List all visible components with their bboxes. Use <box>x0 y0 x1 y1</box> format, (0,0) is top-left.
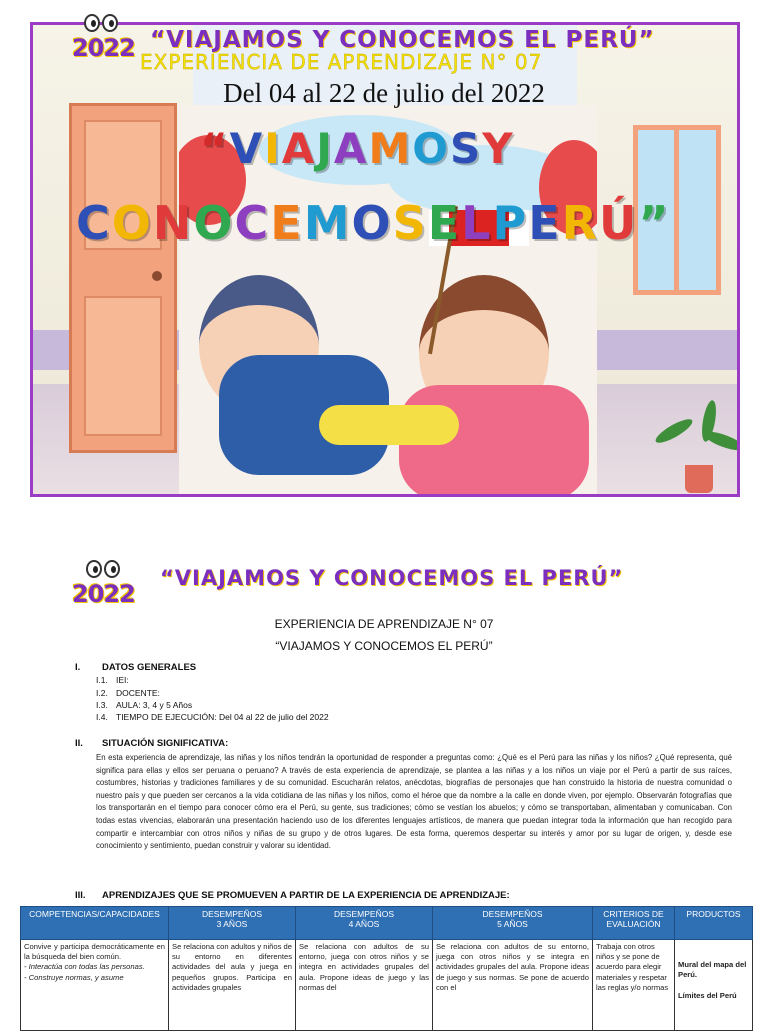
header-products: PRODUCTOS <box>675 907 753 940</box>
general-item: I.1. IEI: <box>96 675 129 685</box>
header-3-years: DESEMPEÑOS 3 AÑOS <box>169 907 296 940</box>
cover-experience-number: EXPERIENCIA DE APRENDIZAJE N° 07 <box>140 50 543 74</box>
competencies-table <box>20 906 753 1031</box>
general-item: I.3. AULA: 3, 4 y 5 Años <box>96 700 193 710</box>
doc-heading: EXPERIENCIA DE APRENDIZAJE N° 07 <box>274 617 494 631</box>
general-item: I.4. TIEMPO DE EJECUCIÓN: Del 04 al 22 de julio del 2022 <box>96 712 329 722</box>
performance-3-cell: Se relaciona con adultos y niños de su entorno en diferentes actividades del aula y juega en pequeños grupos. Participa en actividades grupales <box>169 940 296 1031</box>
header-5-years: DESEMPEÑOS 5 AÑOS <box>433 907 593 940</box>
performance-4-cell: Se relaciona con adultos de su entorno, juega con otros niños y se integra en actividades grupales del aula. Propone ideas de juego y las normas del <box>296 940 433 1031</box>
cover-title-line1: “VIAJAMOSY <box>200 124 515 173</box>
doc-subheading: “VIAJAMOS Y CONOCEMOS EL PERÚ” <box>275 639 493 653</box>
situation-paragraph: En esta experiencia de aprendizaje, las niñas y los niños tendrán la oportunidad de responder a preguntas como: ¿Qué es el Perú para las niñas y los niños? ¿Qué representa, qué significa para ellas y ellos ser peruana o peruano? A través de esta experiencia de aprendizaje, se plantea a las niñas y a los niños un viaje por el Perú a partir de sus raíces, costumbres, historias y tradiciones familiares y de su comunidad. Escucharán relatos, anécdotas, biografías de personajes que han construido la historia de nuestra comunidad o nuestro país y que pueden ser cercanos a la vida cotidiana de las niñas y los niños, como el héroe que da nombre a la calle en donde viven, por ejemplo. Observarán fotografías que los transportarán en el tiempo para conocer cómo era el Perú, su gente, sus tradiciones; cómo se vestían los abuelos; y cómo se transportaban, alimentaban y comunicaban. Con todas estas vivencias, elaborarán una presentación haciendo uso de los diferentes lenguajes artísticos, de manera que puedan integrar toda la información que han recogido para compartir e intercambiar con otros niños y niñas de su grupo y de otros lugares. De esta forma, queremos despertar su interés y amor por su lugar de origen, y, desde ese conocimiento y sentimiento, puedan construir y valorar su identidad. <box>96 753 732 851</box>
mascot-eyes-icon <box>84 14 118 32</box>
header-competencies: COMPETENCIAS/CAPACIDADES <box>21 907 169 940</box>
table-header-row <box>21 907 753 940</box>
section-learning: III. APRENDIZAJES QUE SE PROMUEVEN A PARTIR DE LA EXPERIENCIA DE APRENDIZAJE: <box>75 890 510 901</box>
plant-illustration <box>685 465 713 493</box>
cover-title-line2: CONOCEMOSELPERÚ” <box>76 196 671 250</box>
cover-date: Del 04 al 22 de julio del 2022 <box>223 78 545 108</box>
criteria-cell: Trabaja con otros niños y se pone de acuerdo para elegir materiales y respetar las reglas y/o normas <box>593 940 675 1031</box>
doc-banner-title: “VIAJAMOS Y CONOCEMOS EL PERÚ” <box>160 566 624 590</box>
products-cell: Mural del mapa del Perú. Límites del Perú <box>675 940 753 1031</box>
year-badge-doc: 2022 <box>72 580 135 608</box>
table-row <box>21 940 753 1031</box>
general-item: I.2. DOCENTE: <box>96 688 160 698</box>
competence-cell: Convive y participa democráticamente en la búsqueda del bien común. - Interactúa con todas las personas. - Construye normas, y asume <box>21 940 169 1031</box>
section-situation: II. SITUACIÓN SIGNIFICATIVA: <box>75 738 229 749</box>
mascot-eyes-icon <box>86 560 120 578</box>
performance-5-cell: Se relaciona con adultos de su entorno, juega con otros niños y se integra en actividades grupales del aula. Propone ideas de juego y sus normas. Se pone de acuerdo con el <box>433 940 593 1031</box>
door-illustration <box>69 103 177 453</box>
year-badge: 2022 <box>72 34 135 62</box>
cover-banner-title: “VIAJAMOS Y CONOCEMOS EL PERÚ” <box>150 27 655 53</box>
section-general-data: I. DATOS GENERALES <box>75 662 197 673</box>
header-criteria: CRITERIOS DE EVALUACIÓN <box>593 907 675 940</box>
header-4-years: DESEMPEÑOS 4 AÑOS <box>296 907 433 940</box>
